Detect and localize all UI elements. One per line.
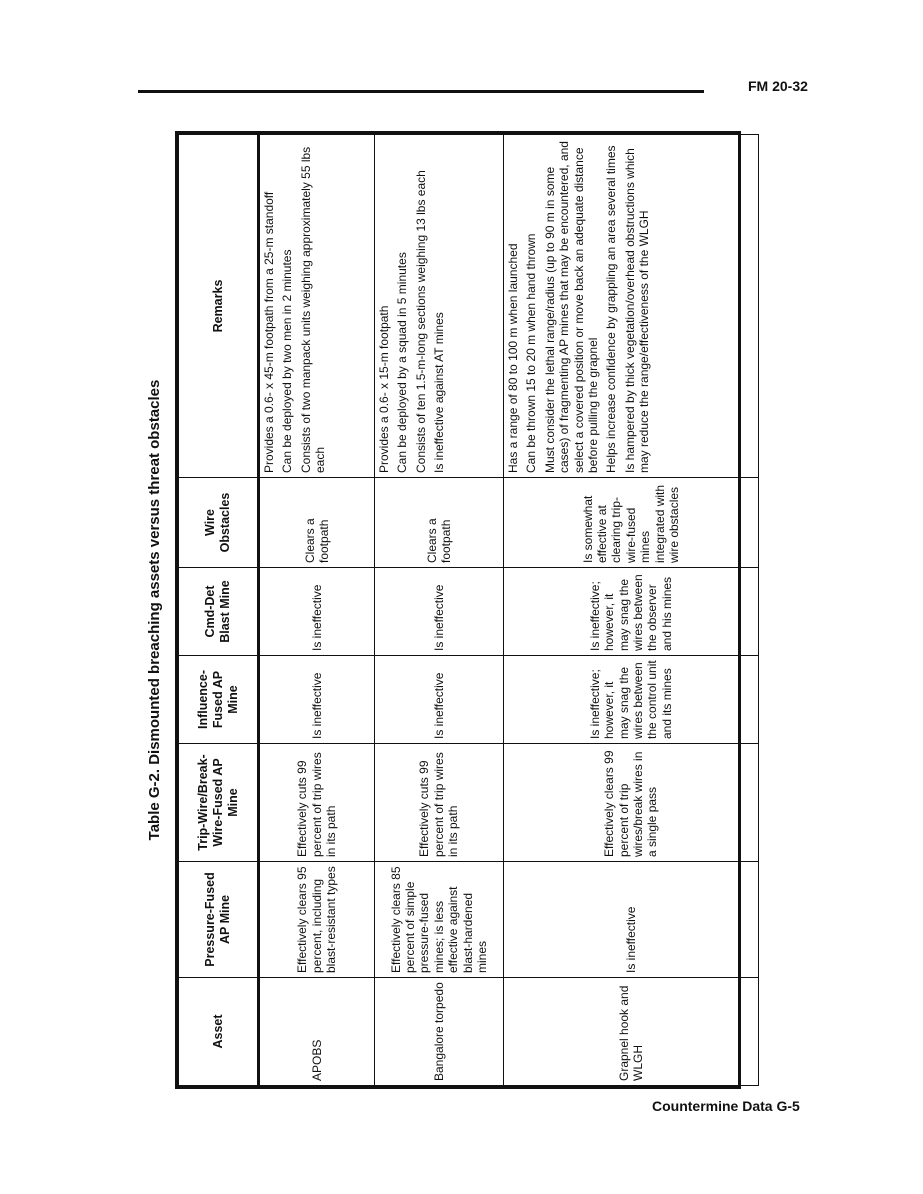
table-caption: Table G-2. Dismounted breaching assets versus threat obstacles <box>146 379 163 841</box>
table-cell: Effectively cuts 99 percent of trip wires in its path <box>259 744 375 862</box>
table-cell: Is ineffective; however, it may snag the wires between the observer and his mines <box>504 568 759 656</box>
remark-item: Provides a 0.6- x 15-m footpath <box>377 305 391 473</box>
column-header: Influence-Fused AP Mine <box>179 656 259 744</box>
remark-item: Must consider the lethal range/radius (up to 90 m in some cases) of fragmenting AP mines that may be encountered, and select a covered position or move back an adequate distance before pulling the grapnel <box>542 141 600 473</box>
column-header: Wire Obstacles <box>179 478 259 568</box>
remark-item: Has a range of 80 to 100 m when launched <box>506 243 520 473</box>
remark-item: Is ineffective against AT mines <box>432 312 447 473</box>
table-cell: Clears a footpath <box>259 478 375 568</box>
page-header-code: FM 20-32 <box>748 78 808 94</box>
remark-item: Can be deployed by two men in 2 minutes <box>280 249 295 473</box>
rotated-table-block <box>135 131 741 1089</box>
remark-item: Can be deployed by a squad in 5 minutes <box>395 252 410 473</box>
column-header: Asset <box>179 978 259 1086</box>
remarks-cell <box>504 135 759 478</box>
table-cell: Is ineffective <box>375 656 504 744</box>
table-frame <box>175 131 741 1089</box>
breaching-assets-table <box>178 134 759 1086</box>
header-rule <box>138 90 704 93</box>
table-cell: Effectively cuts 99 percent of trip wires in its path <box>375 744 504 862</box>
table-row <box>259 135 375 1086</box>
table-cell: Is ineffective; however, it may snag the wires between the control unit and its mines <box>504 656 759 744</box>
asset-cell: APOBS <box>259 978 375 1086</box>
table-cell: Is somewhat effective at clearing trip-wire-fused mines integrated with wire obstacles <box>504 478 759 568</box>
remark-item: Provides a 0.6- x 45-m footpath from a 25-m standoff <box>262 191 276 473</box>
remark-item: Consists of ten 1.5-m-long sections weighing 13 lbs each <box>413 170 428 473</box>
page-footer: Countermine Data G-5 <box>652 1098 800 1114</box>
remarks-cell <box>259 135 375 478</box>
asset-cell: Bangalore torpedo <box>375 978 504 1086</box>
table-cell: Effectively clears 85 percent of simple pressure-fused mines; is less effective against blast-hardened mines <box>375 862 504 978</box>
table-row <box>375 135 504 1086</box>
column-header: Pressure-Fused AP Mine <box>179 862 259 978</box>
table-cell: Clears a footpath <box>375 478 504 568</box>
table-cell: Is ineffective <box>259 656 375 744</box>
column-header: Trip-Wire/Break-Wire-Fused AP Mine <box>179 744 259 862</box>
remark-item: Consists of two manpack units weighing approximately 55 lbs each <box>298 146 328 473</box>
remark-item: Is hampered by thick vegetation/overhead obstructions which may reduce the range/effectiveness of the WLGH <box>622 148 652 473</box>
table-cell: Is ineffective <box>504 862 759 978</box>
remark-item: Helps increase confidence by grappling an area several times <box>604 145 619 473</box>
column-header: Remarks <box>179 135 259 478</box>
remarks-cell <box>375 135 504 478</box>
table-header-row <box>179 135 259 1086</box>
table-cell: Effectively clears 95 percent, including blast-resistant types <box>259 862 375 978</box>
table-cell: Is ineffective <box>375 568 504 656</box>
table-row <box>504 135 759 1086</box>
asset-cell: Grapnel hook and WLGH <box>504 978 759 1086</box>
column-header: Cmd-Det Blast Mine <box>179 568 259 656</box>
table-cell: Effectively clears 99 percent of trip wires/break wires in a single pass <box>504 744 759 862</box>
table-cell: Is ineffective <box>259 568 375 656</box>
remark-item: Can be thrown 15 to 20 m when hand thrown <box>524 233 539 473</box>
